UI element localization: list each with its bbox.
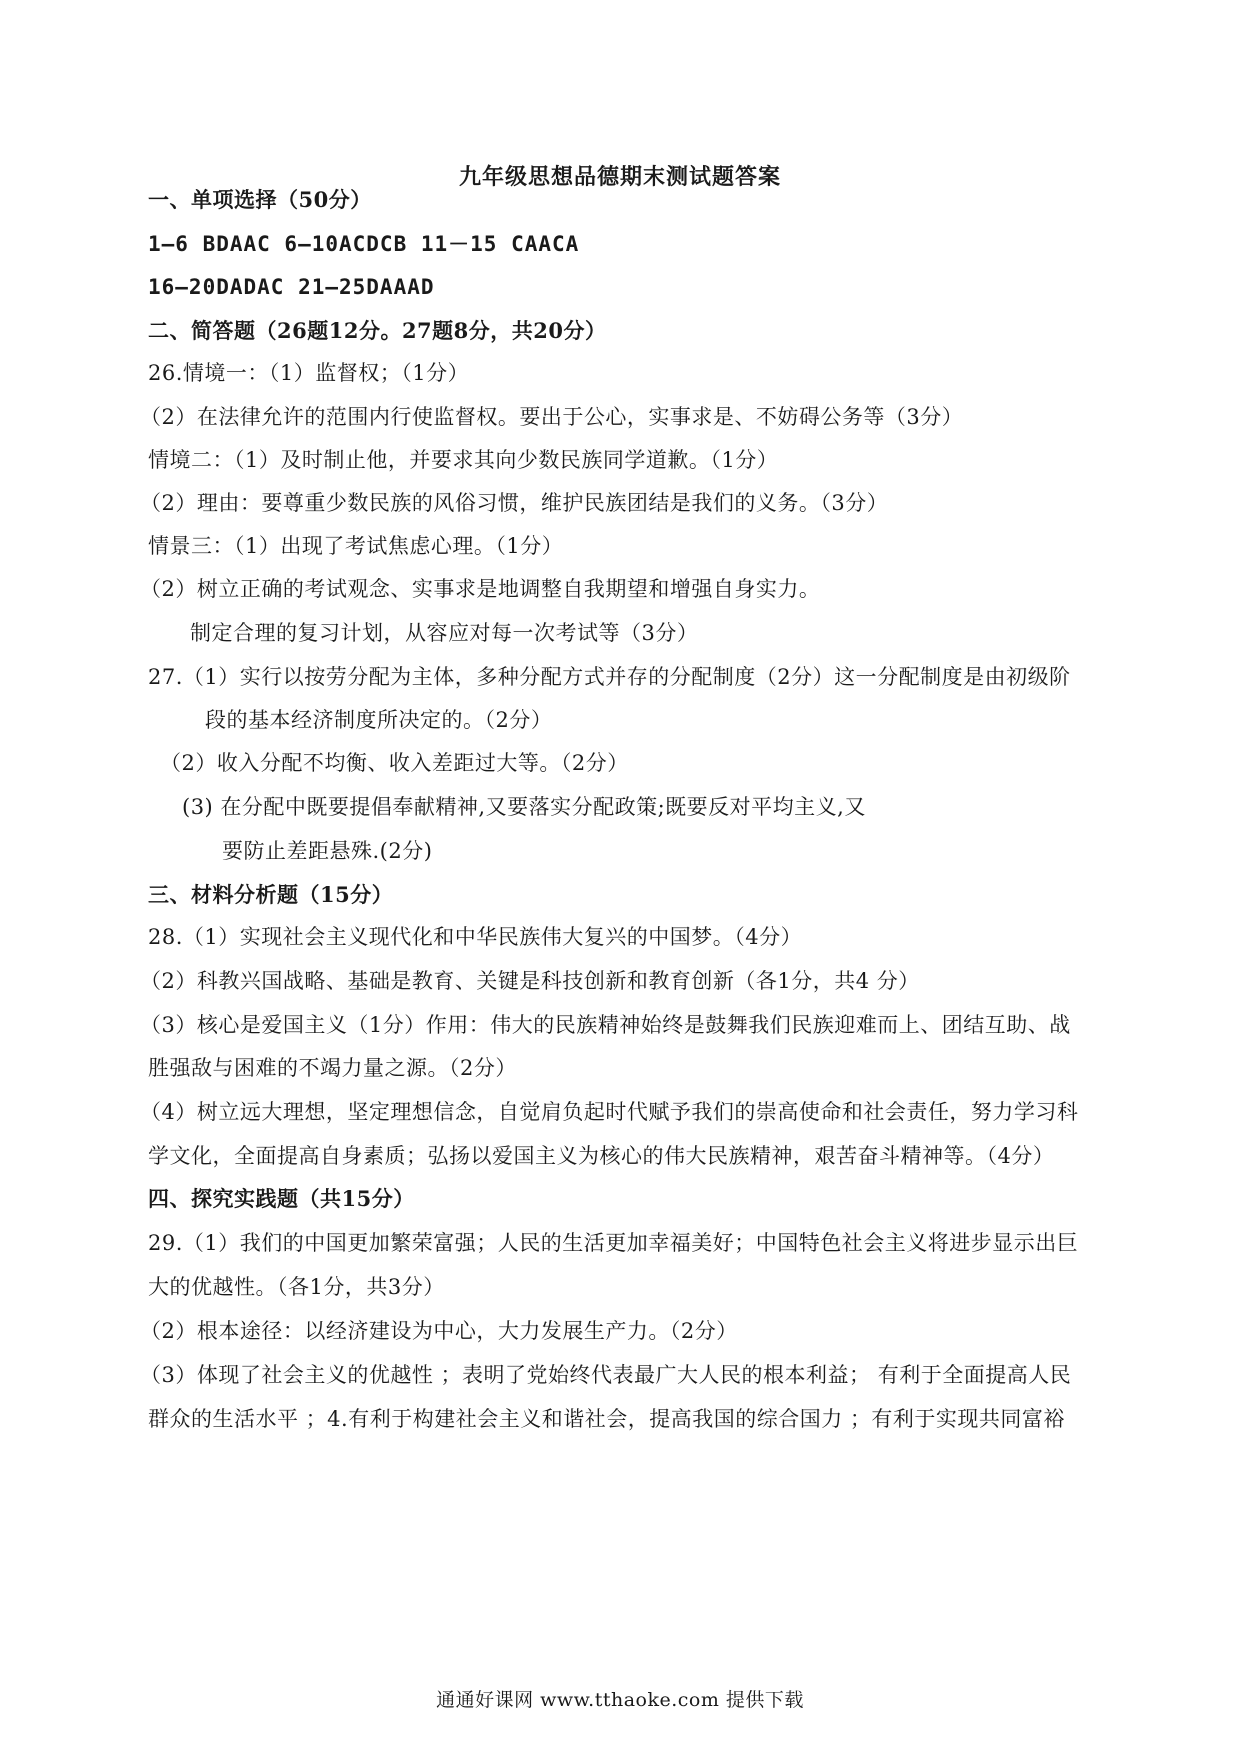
answer-line: 28.（1）实现社会主义现代化和中华民族伟大复兴的中国梦。（4分）: [148, 925, 803, 949]
answer-line: （2）在法律允许的范围内行使监督权。要出于公心，实事求是、不妨碍公务等（3分）: [140, 405, 964, 429]
answer-line: （2）科教兴国战略、基础是教育、关键是科技创新和教育创新（各1分，共4 分）: [140, 969, 920, 993]
answer-line: （2）根本途径：以经济建设为中心，大力发展生产力。（2分）: [140, 1319, 738, 1343]
answer-line: （4）树立远大理想，坚定理想信念，自觉肩负起时代赋予我们的崇高使命和社会责任，努力学习科: [140, 1100, 1079, 1124]
answer-line: 情景三：（1）出现了考试焦虑心理。（1分）: [148, 534, 564, 558]
section-heading-short-answer: 二、简答题（26题12分。27题8分，共20分）: [148, 318, 607, 343]
answer-line: 26.情境一：（1）监督权；（1分）: [148, 361, 470, 385]
answer-line: 群众的生活水平 ；4.有利于构建社会主义和谐社会，提高我国的综合国力 ；有利于实现共同富裕: [148, 1407, 1065, 1431]
answer-line: 27.（1）实行以按劳分配为主体，多种分配方式并存的分配制度（2分）这一分配制度是由初级阶: [148, 665, 1071, 689]
section-heading-material-analysis: 三、材料分析题（15分）: [148, 882, 394, 907]
answer-line: （2）理由：要尊重少数民族的风俗习惯，维护民族团结是我们的义务。（3分）: [140, 491, 889, 515]
answer-line: （2）收入分配不均衡、收入差距过大等。（2分）: [160, 751, 629, 775]
answer-key-line: 1—6 BDAAC 6—10ACDCB 11－15 CAACA: [148, 232, 580, 256]
answer-line: 情境二：（1）及时制止他，并要求其向少数民族同学道歉。（1分）: [148, 448, 779, 472]
answer-line: 29.（1）我们的中国更加繁荣富强；人民的生活更加幸福美好；中国特色社会主义将进步显示出巨: [148, 1231, 1079, 1255]
answer-line: 制定合理的复习计划，从容应对每一次考试等（3分）: [190, 621, 699, 645]
answer-line: (3) 在分配中既要提倡奉献精神,又要落实分配政策;既要反对平均主义,又: [182, 795, 866, 819]
answer-line: 大的优越性。（各1分，共3分）: [148, 1275, 445, 1299]
answer-line: （3）体现了社会主义的优越性 ；表明了党始终代表最广大人民的根本利益； 有利于全面提高人民: [140, 1363, 1072, 1387]
answer-line: 段的基本经济制度所决定的。（2分）: [205, 708, 553, 732]
page-title: 九年级思想品德期末测试题答案: [458, 164, 781, 190]
answer-line: 胜强敌与困难的不竭力量之源。（2分）: [148, 1056, 517, 1080]
answer-line: 要防止差距悬殊.(2分): [222, 839, 433, 863]
answer-line: （2）树立正确的考试观念、实事求是地调整自我期望和增强自身实力。: [140, 577, 821, 601]
answer-line: 学文化，全面提高自身素质；弘扬以爱国主义为核心的伟大民族精神，艰苦奋斗精神等。（4分）: [148, 1144, 1055, 1168]
answer-key-line: 16—20DADAC 21—25DAAAD: [148, 275, 435, 299]
section-heading-single-choice: 一、单项选择（50分）: [148, 187, 372, 212]
section-heading-inquiry-practice: 四、探究实践题（共15分）: [148, 1186, 415, 1211]
answer-line: （3）核心是爱国主义（1分）作用：伟大的民族精神始终是鼓舞我们民族迎难而上、团结互助、战: [140, 1013, 1071, 1037]
footer-credit: 通通好课网 www.tthaoke.com 提供下载: [436, 1689, 804, 1711]
